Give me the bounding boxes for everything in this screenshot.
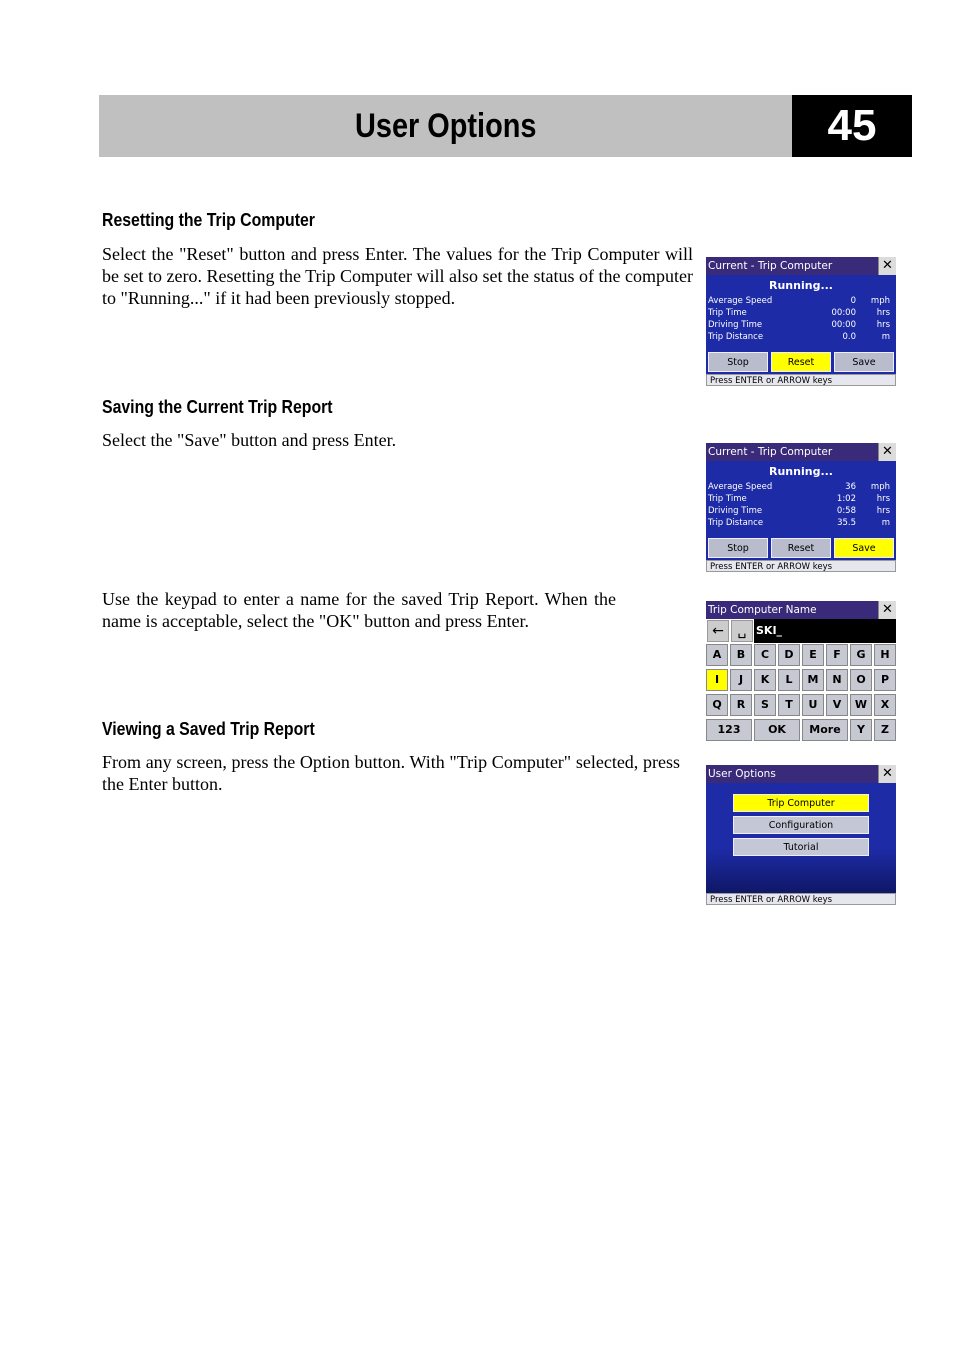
page-number: 45: [792, 95, 912, 157]
stat-row: [706, 493, 896, 505]
key-l[interactable]: L: [778, 669, 800, 691]
close-icon[interactable]: ✕: [878, 257, 896, 275]
screen-title-bar: [706, 257, 896, 275]
stat-label: Driving Time: [708, 506, 763, 516]
screen-footer: Press ENTER or ARROW keys: [706, 374, 896, 386]
key-n[interactable]: N: [826, 669, 848, 691]
stat-label: Trip Time: [708, 494, 747, 504]
stop-button[interactable]: Stop: [708, 538, 768, 558]
stat-row: [706, 505, 896, 517]
menu-item-tutorial[interactable]: Tutorial: [733, 838, 869, 856]
section-text-save: Select the "Save" button and press Enter.: [102, 430, 397, 450]
section-text-reset: Select the "Reset" button and press Enter. The values for the Trip Computer will be set to zero. Resetting the Trip Computer will also set the status of the computer to "Running..." if it had been previously stopped.: [102, 244, 693, 308]
stat-label: Trip Distance: [708, 518, 764, 528]
stat-unit: mph: [870, 296, 890, 306]
stat-unit: hrs: [876, 494, 890, 504]
key-a[interactable]: A: [706, 644, 728, 666]
close-icon[interactable]: ✕: [878, 765, 896, 783]
close-icon[interactable]: ✕: [878, 443, 896, 461]
key-f[interactable]: F: [826, 644, 848, 666]
name-input[interactable]: SKI_: [754, 619, 896, 643]
key-more[interactable]: More: [802, 719, 848, 741]
key-p[interactable]: P: [874, 669, 896, 691]
key-e[interactable]: E: [802, 644, 824, 666]
key-o[interactable]: O: [850, 669, 872, 691]
stat-row: [706, 517, 896, 529]
reset-button[interactable]: Reset: [771, 352, 831, 372]
stat-unit: mph: [870, 482, 890, 492]
key-q[interactable]: Q: [706, 694, 728, 716]
stat-value: 0:58: [836, 506, 856, 516]
key-u[interactable]: U: [802, 694, 824, 716]
screen-title-bar: [706, 601, 896, 619]
screen-body: [706, 461, 896, 560]
key-m[interactable]: M: [802, 669, 824, 691]
section-heading-view: Viewing a Saved Trip Report: [102, 719, 315, 739]
section-heading-save: Saving the Current Trip Report: [102, 397, 333, 417]
stat-value: 35.5: [837, 518, 856, 528]
key-h[interactable]: H: [874, 644, 896, 666]
key-b[interactable]: B: [730, 644, 752, 666]
reset-button[interactable]: Reset: [771, 538, 831, 558]
stat-label: Average Speed: [708, 296, 773, 306]
section-text-save-name: Use the keypad to enter a name for the saved Trip Report. When the name is acceptable, select the "OK" button and press Enter.: [102, 589, 616, 631]
status-text: Running...: [769, 279, 833, 292]
stat-label: Trip Distance: [708, 332, 764, 342]
stat-unit: hrs: [876, 320, 890, 330]
keypad: [706, 643, 896, 745]
section-text-view: From any screen, press the Option button. With "Trip Computer" selected, press the Enter button.: [102, 752, 680, 794]
key-k[interactable]: K: [754, 669, 776, 691]
stat-row: [706, 481, 896, 493]
key-c[interactable]: C: [754, 644, 776, 666]
stat-row: [706, 307, 896, 319]
screen-title: User Options: [708, 768, 776, 780]
screen-footer: Press ENTER or ARROW keys: [706, 560, 896, 572]
stop-button[interactable]: Stop: [708, 352, 768, 372]
backspace-icon[interactable]: ←: [707, 620, 729, 642]
key-s[interactable]: S: [754, 694, 776, 716]
name-entry-bar: [706, 619, 896, 643]
status-text: Running...: [769, 465, 833, 478]
stat-row: [706, 331, 896, 343]
screen-footer: Press ENTER or ARROW keys: [706, 893, 896, 905]
key-r[interactable]: R: [730, 694, 752, 716]
stat-unit: m: [881, 332, 890, 342]
page-title: User Options: [354, 106, 537, 145]
stat-value: 36: [845, 482, 856, 492]
keypad-row: [706, 719, 896, 741]
key-v[interactable]: V: [826, 694, 848, 716]
name-entry-screen: [706, 601, 896, 745]
screen-title: Current - Trip Computer: [708, 260, 833, 272]
screen-title: Current - Trip Computer: [708, 446, 833, 458]
key-z[interactable]: Z: [874, 719, 896, 741]
stat-row: [706, 295, 896, 307]
stat-value: 0: [850, 296, 856, 306]
save-button[interactable]: Save: [834, 538, 894, 558]
stat-value: 00:00: [831, 308, 856, 318]
screen-body: [706, 783, 896, 893]
key-ok[interactable]: OK: [754, 719, 800, 741]
keypad-row: [706, 694, 896, 716]
stat-value: 0.0: [842, 332, 856, 342]
key-w[interactable]: W: [850, 694, 872, 716]
key-i[interactable]: I: [706, 669, 728, 691]
screen-title-bar: [706, 765, 896, 783]
stat-unit: hrs: [876, 506, 890, 516]
key-x[interactable]: X: [874, 694, 896, 716]
stat-row: [706, 319, 896, 331]
screen-title: Trip Computer Name: [708, 604, 817, 616]
key-t[interactable]: T: [778, 694, 800, 716]
key-g[interactable]: G: [850, 644, 872, 666]
trip-computer-screen-reset: [706, 257, 896, 386]
user-options-screen: [706, 765, 896, 905]
menu-item-trip-computer[interactable]: Trip Computer: [733, 794, 869, 812]
save-button[interactable]: Save: [834, 352, 894, 372]
space-icon[interactable]: ␣: [731, 620, 753, 642]
stat-label: Average Speed: [708, 482, 773, 492]
stat-label: Trip Time: [708, 308, 747, 318]
screen-title-bar: [706, 443, 896, 461]
stat-unit: m: [881, 518, 890, 528]
key-j[interactable]: J: [730, 669, 752, 691]
page-header: [99, 95, 792, 157]
stat-unit: hrs: [876, 308, 890, 318]
trip-computer-screen-save: [706, 443, 896, 572]
stat-value: 1:02: [836, 494, 856, 504]
keypad-row: [706, 644, 896, 666]
key-123[interactable]: 123: [706, 719, 752, 741]
key-d[interactable]: D: [778, 644, 800, 666]
menu-item-configuration[interactable]: Configuration: [733, 816, 869, 834]
keypad-row: [706, 669, 896, 691]
section-heading-reset: Resetting the Trip Computer: [102, 210, 315, 230]
close-icon[interactable]: ✕: [878, 601, 896, 619]
stat-value: 00:00: [831, 320, 856, 330]
screen-body: [706, 275, 896, 374]
stat-label: Driving Time: [708, 320, 763, 330]
key-y[interactable]: Y: [850, 719, 872, 741]
